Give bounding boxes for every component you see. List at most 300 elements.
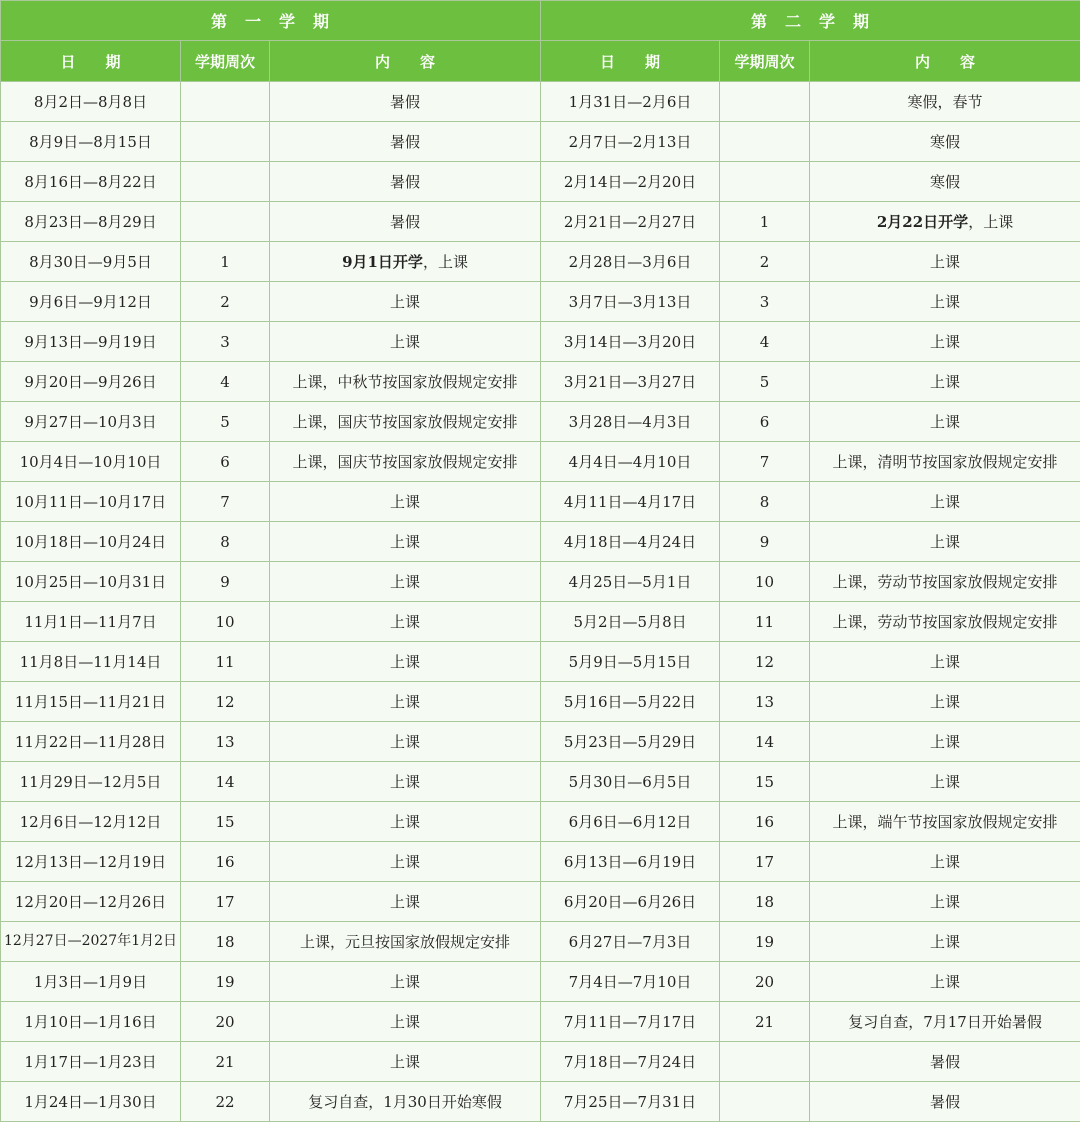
calendar-body [1,82,1080,1122]
date-cell-text: 7月4日—7月10日 [568,973,692,991]
col-header-week: 学期周次 [720,41,810,82]
content-cell [810,1042,1080,1082]
content-cell-text: 上课 [930,653,961,671]
date-cell [1,522,181,562]
date-cell [1,722,181,762]
week-cell-text: 5 [759,372,770,391]
week-cell [720,802,810,842]
date-cell [1,802,181,842]
date-cell-text: 5月16日—5月22日 [563,693,697,711]
date-cell-text: 5月23日—5月29日 [563,733,697,751]
week-cell-text: 12 [215,692,235,711]
date-cell [541,402,720,442]
week-cell [720,882,810,922]
week-cell-text: 16 [215,852,235,871]
content-cell [810,722,1080,762]
date-cell-text: 9月6日—9月12日 [29,293,152,311]
content-cell [810,162,1080,202]
content-cell [810,562,1080,602]
week-cell [720,282,810,322]
content-cell-text: 上课 [390,973,421,991]
content-cell-text: 寒假 [930,133,961,151]
date-cell [1,442,181,482]
date-cell-text: 1月3日—1月9日 [33,973,148,991]
date-cell-text: 2月14日—2月20日 [563,173,697,191]
date-cell [1,282,181,322]
content-cell [810,842,1080,882]
table-row [1,1002,1080,1042]
week-cell-text: 13 [754,692,775,711]
date-cell [1,762,181,802]
date-cell [1,1002,181,1042]
week-cell [181,762,270,802]
week-cell [720,442,810,482]
date-cell-text: 8月16日—8月22日 [24,173,157,191]
date-cell [541,602,720,642]
content-cell-text: 寒假，春节 [907,93,983,111]
table-row [1,82,1080,122]
week-cell [720,402,810,442]
date-cell [541,282,720,322]
table-row [1,402,1080,442]
content-cell [270,762,541,802]
table-row [1,522,1080,562]
content-cell-text: 寒假 [930,173,961,191]
content-cell-text: 上课 [930,933,961,951]
date-cell [541,362,720,402]
date-cell-text: 6月27日—7月3日 [568,933,692,951]
date-cell [1,122,181,162]
content-cell [810,202,1080,242]
content-cell-text: 上课 [930,333,961,351]
content-cell-text: 复习自查，1月30日开始寒假 [308,1093,502,1111]
week-cell [181,802,270,842]
date-cell-text: 7月11日—7月17日 [563,1013,697,1031]
table-row [1,962,1080,1002]
week-cell [720,162,810,202]
date-cell-text: 9月13日—9月19日 [24,333,157,351]
content-cell-text: 上课，劳动节按国家放假规定安排 [832,613,1058,631]
content-cell-text: 暑假 [930,1053,961,1071]
date-cell-text: 1月10日—1月16日 [24,1013,157,1031]
week-cell [181,522,270,562]
table-row [1,482,1080,522]
week-cell [181,402,270,442]
date-cell [541,202,720,242]
content-cell-text: 上课 [390,653,421,671]
date-cell [1,922,181,962]
week-cell-text: 17 [754,852,775,871]
content-cell-text: 上课，劳动节按国家放假规定安排 [832,573,1058,591]
date-cell-text: 9月20日—9月26日 [24,373,157,391]
content-cell-text: 暑假 [390,133,421,151]
week-cell-text: 13 [215,732,235,751]
date-cell [541,722,720,762]
week-cell-text: 18 [754,892,775,911]
date-cell [541,922,720,962]
content-cell [270,802,541,842]
week-cell-text: 3 [220,332,230,351]
date-cell-text: 11月15日—11月21日 [14,693,167,711]
col-header-date: 日 期 [541,41,720,82]
content-cell-text: 上课 [930,893,961,911]
week-cell-text: 14 [754,732,775,751]
week-cell-text: 8 [759,492,770,511]
content-cell-text: 上课 [390,893,421,911]
date-cell [1,82,181,122]
content-cell [810,282,1080,322]
date-cell-text: 4月18日—4月24日 [563,533,697,551]
content-cell [270,1082,541,1122]
content-cell [270,162,541,202]
content-cell [810,322,1080,362]
week-cell [720,722,810,762]
week-cell-text: 5 [220,412,230,431]
content-cell [270,1042,541,1082]
content-cell-text: 复习自查，7月17日开始暑假 [848,1013,1042,1031]
content-cell-text: 上课 [390,573,421,591]
week-cell [720,922,810,962]
content-cell-text: 上课 [930,493,961,511]
content-cell-text: 暑假 [930,1093,961,1111]
week-cell-text: 6 [220,452,230,471]
content-cell [270,602,541,642]
date-cell-text: 11月1日—11月7日 [24,613,157,631]
content-cell [810,402,1080,442]
content-cell-text: 上课 [390,613,421,631]
date-cell-text: 2月21日—2月27日 [563,213,697,231]
col-header-content: 内 容 [810,41,1080,82]
content-cell-text: ，上课 [968,213,1014,231]
week-cell [720,762,810,802]
content-cell [270,442,541,482]
content-cell [810,602,1080,642]
content-cell [810,682,1080,722]
content-cell [270,522,541,562]
content-cell-text: 上课 [930,733,961,751]
date-cell [1,162,181,202]
week-cell [720,322,810,362]
semester1-title: 第 一 学 期 [1,1,541,41]
date-cell [541,522,720,562]
table-row [1,682,1080,722]
date-cell-text: 8月23日—8月29日 [24,213,157,231]
content-cell [810,802,1080,842]
week-cell [720,82,810,122]
week-cell-text: 17 [215,892,235,911]
date-cell [541,82,720,122]
table-row [1,1082,1080,1122]
date-cell-text: 1月24日—1月30日 [24,1093,157,1111]
date-cell [541,762,720,802]
date-cell [1,1082,181,1122]
date-cell [541,642,720,682]
week-cell [720,602,810,642]
date-cell-text: 4月25日—5月1日 [568,573,692,591]
date-cell [541,442,720,482]
week-cell-text: 2 [759,252,770,271]
week-cell-text: 4 [759,332,770,351]
table-row [1,242,1080,282]
content-cell [810,442,1080,482]
table-row [1,1042,1080,1082]
week-cell-text: 20 [215,1012,235,1031]
date-cell [1,1042,181,1082]
table-row [1,202,1080,242]
week-cell [181,282,270,322]
content-cell-text: 上课 [390,333,421,351]
content-cell [810,922,1080,962]
week-cell [720,1002,810,1042]
date-cell [541,322,720,362]
content-cell [810,762,1080,802]
week-cell-text: 8 [220,532,230,551]
date-cell-text: 12月20日—12月26日 [14,893,167,911]
content-cell [270,402,541,442]
content-cell [810,362,1080,402]
date-cell-text: 4月4日—4月10日 [568,453,692,471]
date-cell-text: 7月25日—7月31日 [563,1093,697,1111]
date-cell-text: 4月11日—4月17日 [563,493,697,511]
date-cell [541,882,720,922]
content-cell [270,882,541,922]
week-cell-text: 11 [215,652,235,671]
content-cell-text: 上课，中秋节按国家放假规定安排 [292,373,518,391]
content-cell [270,482,541,522]
date-cell [541,1002,720,1042]
date-cell-text: 7月18日—7月24日 [563,1053,697,1071]
content-cell [810,1082,1080,1122]
date-cell-text: 1月31日—2月6日 [568,93,692,111]
week-cell-text: 16 [754,812,775,831]
content-cell-text: 上课，清明节按国家放假规定安排 [832,453,1058,471]
content-cell [270,242,541,282]
content-cell [810,482,1080,522]
table-row [1,722,1080,762]
week-cell [181,882,270,922]
date-cell [1,602,181,642]
week-cell-text: 15 [754,772,775,791]
week-cell [181,122,270,162]
week-cell [181,1042,270,1082]
date-cell [1,962,181,1002]
week-cell-text: 21 [754,1012,775,1031]
week-cell [181,322,270,362]
date-cell [541,562,720,602]
table-row [1,122,1080,162]
date-cell [1,242,181,282]
date-cell [541,1042,720,1082]
date-cell [541,482,720,522]
content-cell [270,362,541,402]
week-cell [181,162,270,202]
date-cell [541,682,720,722]
content-cell [270,922,541,962]
content-cell-text: 上课 [390,493,421,511]
date-cell-text: 3月7日—3月13日 [568,293,692,311]
date-cell [1,322,181,362]
week-cell [181,82,270,122]
col-header-content: 内 容 [270,41,541,82]
week-cell [720,482,810,522]
table-row [1,562,1080,602]
week-cell [720,362,810,402]
week-cell-text: 4 [220,372,230,391]
content-cell-text: ，上课 [422,253,468,271]
date-cell-text: 5月30日—6月5日 [568,773,692,791]
date-cell [1,842,181,882]
table-row [1,762,1080,802]
table-row [1,602,1080,642]
week-cell-text: 2 [220,292,230,311]
week-cell [181,442,270,482]
date-cell-text: 1月17日—1月23日 [24,1053,157,1071]
week-cell [720,962,810,1002]
week-cell [720,1042,810,1082]
content-cell [270,202,541,242]
date-cell [1,562,181,602]
week-cell-text: 6 [759,412,770,431]
content-cell-text: 上课 [930,533,961,551]
date-cell-text: 6月13日—6月19日 [563,853,697,871]
date-cell [541,962,720,1002]
date-cell-text: 5月2日—5月8日 [573,613,687,631]
date-cell-text: 6月20日—6月26日 [563,893,697,911]
content-cell-text: 上课 [930,693,961,711]
content-cell [810,522,1080,562]
content-cell-text: 暑假 [390,173,421,191]
week-cell-text: 10 [215,612,235,631]
content-cell-text: 上课 [390,773,421,791]
date-cell-text: 10月11日—10月17日 [14,493,167,511]
week-cell-text: 1 [759,212,770,231]
table-row [1,442,1080,482]
week-cell-text: 15 [215,812,235,831]
week-cell [181,202,270,242]
week-cell-text: 14 [215,772,235,791]
highlight-text: 9月1日开学 [342,253,423,271]
week-cell [720,842,810,882]
week-cell [181,482,270,522]
table-row [1,642,1080,682]
table-row [1,282,1080,322]
content-cell [810,1002,1080,1042]
content-cell [270,82,541,122]
week-cell-text: 19 [754,932,775,951]
date-cell [541,242,720,282]
content-cell [270,1002,541,1042]
content-cell-text: 上课 [930,253,961,271]
content-cell-text: 上课 [390,813,421,831]
week-cell-text: 7 [759,452,770,471]
date-cell [541,162,720,202]
table-row [1,362,1080,402]
date-cell [541,842,720,882]
content-cell-text: 上课 [390,733,421,751]
content-cell-text: 上课 [390,1053,421,1071]
table-row [1,162,1080,202]
date-cell [541,802,720,842]
content-cell [270,722,541,762]
week-cell [720,1082,810,1122]
content-cell-text: 暑假 [390,213,421,231]
date-cell [1,202,181,242]
content-cell-text: 上课 [390,293,421,311]
content-cell [270,682,541,722]
date-cell-text: 11月22日—11月28日 [14,733,167,751]
content-cell [810,242,1080,282]
content-cell-text: 上课 [390,533,421,551]
content-cell [270,282,541,322]
date-cell-text: 10月18日—10月24日 [14,533,167,551]
content-cell [270,322,541,362]
week-cell-text: 11 [754,612,775,631]
week-cell-text: 19 [215,972,235,991]
week-cell [181,562,270,602]
week-cell [181,642,270,682]
week-cell [720,562,810,602]
highlight-text: 2月22日开学 [876,213,969,231]
date-cell-text: 6月6日—6月12日 [568,813,692,831]
content-cell-text: 上课 [930,773,961,791]
week-cell [720,642,810,682]
week-cell [181,962,270,1002]
col-header-date: 日 期 [1,41,181,82]
week-cell [720,522,810,562]
week-cell-text: 12 [754,652,775,671]
date-cell-text: 12月6日—12月12日 [19,813,162,831]
content-cell-text: 上课，端午节按国家放假规定安排 [832,813,1058,831]
date-cell [541,122,720,162]
date-cell-text: 12月13日—12月19日 [14,853,167,871]
date-cell-text: 3月28日—4月3日 [568,413,692,431]
week-cell-text: 22 [215,1092,235,1111]
week-cell [720,242,810,282]
week-cell [181,1002,270,1042]
content-cell-text: 上课 [390,853,421,871]
week-cell-text: 7 [220,492,230,511]
content-cell-text: 暑假 [390,93,421,111]
date-cell-text: 3月14日—3月20日 [563,333,697,351]
table-row [1,802,1080,842]
content-cell-text: 上课，国庆节按国家放假规定安排 [292,413,518,431]
content-cell [810,962,1080,1002]
date-cell-text: 10月4日—10月10日 [19,453,162,471]
table-row [1,322,1080,362]
content-cell-text: 上课，国庆节按国家放假规定安排 [292,453,518,471]
content-cell [810,642,1080,682]
date-cell-text: 11月8日—11月14日 [19,653,162,671]
date-cell-text: 8月2日—8月8日 [33,93,148,111]
date-cell [1,882,181,922]
week-cell [181,722,270,762]
semester-header-row [1,1,1080,41]
week-cell [181,682,270,722]
week-cell [720,682,810,722]
table-row [1,882,1080,922]
date-cell-text: 2月28日—3月6日 [568,253,692,271]
column-header-row [1,41,1080,82]
content-cell-text: 上课 [930,413,961,431]
date-cell-text: 9月27日—10月3日 [24,413,157,431]
content-cell-text: 上课 [390,693,421,711]
date-cell [541,1082,720,1122]
content-cell-text: 上课 [930,973,961,991]
date-cell [1,402,181,442]
content-cell [270,642,541,682]
date-cell-text: 5月9日—5月15日 [568,653,692,671]
date-cell [1,642,181,682]
